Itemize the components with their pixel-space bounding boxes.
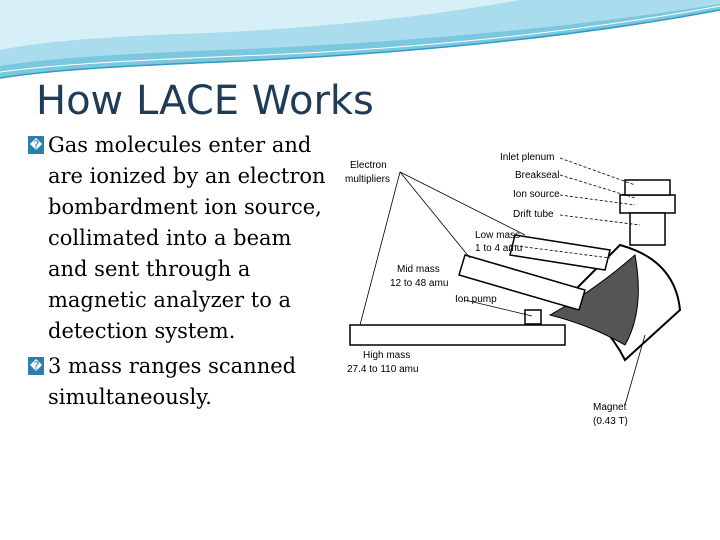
high-mass-arm (350, 325, 565, 345)
bullet-list (28, 130, 328, 417)
label-high-mass-line2: 27.4 to 110 amu (347, 364, 419, 375)
label-electron-multipliers-line2: multipliers (345, 174, 391, 185)
label-breakseal: Breakseal (515, 170, 560, 181)
label-low-mass-line1: Low mass (475, 230, 521, 241)
bullet-item (28, 351, 328, 413)
label-magnet-line1: Magnet (593, 402, 627, 413)
lace-diagram (335, 140, 695, 440)
header-wave-decoration (0, 0, 720, 90)
label-low-mass-line2: 1 to 4 amu (475, 243, 523, 254)
bullet-item (28, 130, 328, 347)
inlet-plenum-block (625, 180, 670, 195)
bullet-marker-icon: � (29, 138, 43, 152)
bullet-marker-icon: � (29, 359, 43, 373)
ion-source-block (620, 195, 675, 213)
slide-title: How LACE Works (36, 78, 374, 124)
label-ion-pump: Ion pump (455, 294, 497, 305)
drift-tube-block (630, 213, 665, 245)
label-ion-source: Ion source (513, 189, 560, 200)
label-mid-mass-line2: 12 to 48 amu (390, 278, 449, 289)
label-drift-tube: Drift tube (513, 209, 554, 220)
mass-spectrometer-illustration (335, 140, 695, 440)
bullet-text: Gas molecules enter and are ionized by an electron bombardment ion source, collimated into a beam and sent through a magnetic analyzer to a detection system. (48, 133, 326, 343)
label-electron-multipliers-line1: Electron (350, 160, 387, 171)
label-high-mass-line1: High mass (363, 350, 411, 361)
label-inlet-plenum: Inlet plenum (500, 152, 555, 163)
bullet-text: 3 mass ranges scanned simultaneously. (48, 354, 297, 409)
low-mass-arm (510, 235, 610, 270)
label-mid-mass-line1: Mid mass (397, 264, 440, 275)
ion-pump-block (525, 310, 541, 324)
label-magnet-line2: (0.43 T) (593, 416, 628, 427)
